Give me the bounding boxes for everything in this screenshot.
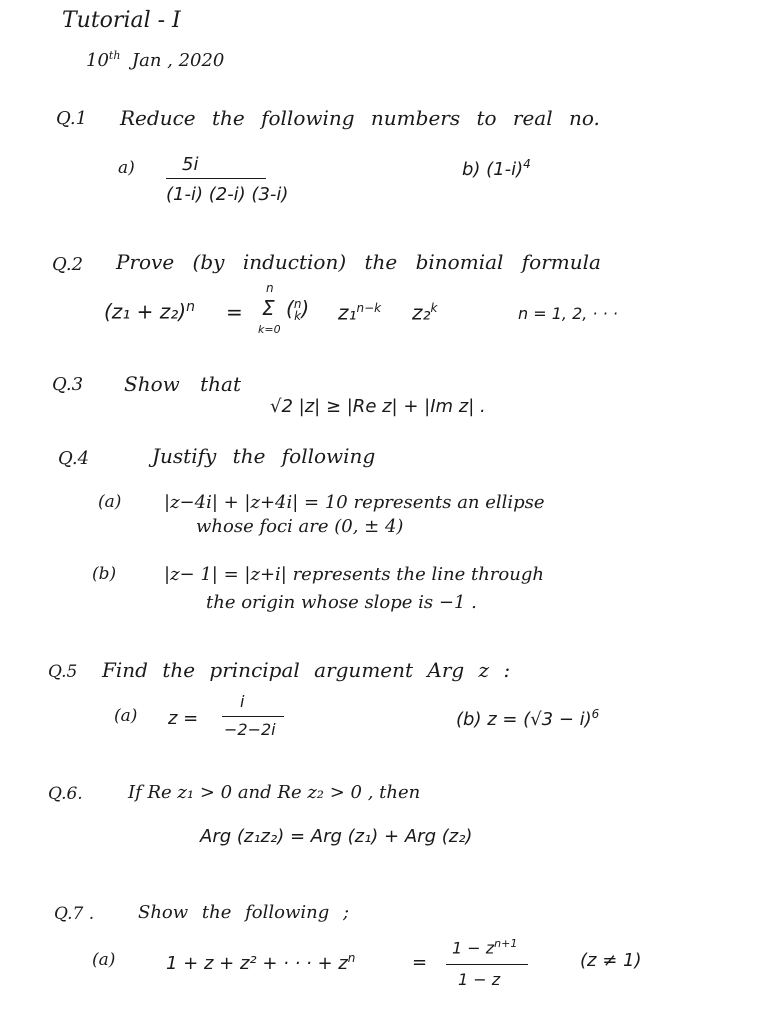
q3-text: Show that [124, 372, 241, 396]
q7-label: Q.7 . [54, 904, 95, 924]
q4-a-line1: |z−4i| + |z+4i| = 10 represents an ellipse [164, 492, 545, 513]
q7-a-lhs [166, 952, 355, 973]
q1-a-label: a) [118, 158, 135, 178]
q3-expression: √2 |z| ≥ |Re z| + |Im z| . [270, 396, 486, 417]
q7-a-numerator-base: 1 − z [452, 938, 495, 958]
q7-a-label: (a) [92, 950, 116, 970]
q6-expression: Arg (z₁z₂) = Arg (z₁) + Arg (z₂) [200, 826, 473, 847]
q3-label: Q.3 [52, 374, 84, 395]
q2-term1-exponent: n−k [356, 301, 382, 315]
q5-a-fraction-bar [222, 716, 284, 717]
q2-range: n = 1, 2, · · · [518, 304, 618, 323]
q7-text: Show the following ; [138, 902, 350, 923]
q2-lhs-base: (z₁ + z₂) [104, 299, 187, 324]
q2-binomial-bottom: k [294, 309, 302, 323]
q1-b-expression [462, 158, 531, 179]
q4-text: Justify the following [152, 444, 376, 468]
q1-a-denominator: (1-i) (2-i) (3-i) [166, 184, 289, 205]
q2-text: Prove (by induction) the binomial formula [116, 250, 601, 274]
q6-label: Q.6. [48, 784, 83, 804]
q2-term2-exponent: k [430, 301, 438, 315]
q5-a-numerator: i [240, 692, 245, 711]
q5-text: Find the principal argument Arg z : [102, 658, 511, 682]
q5-b-exponent: 6 [591, 707, 600, 721]
q7-a-condition: (z ≠ 1) [580, 950, 642, 971]
q2-binomial-stack [294, 298, 302, 322]
q4-b-line2: the origin whose slope is −1 . [206, 592, 477, 613]
q7-a-lhs-base: 1 + z + z² + · · · + z [166, 953, 348, 974]
date-day: 10 [86, 50, 109, 71]
q4-b-line1: |z− 1| = |z+i| represents the line through [164, 564, 544, 585]
q2-term2 [412, 302, 437, 323]
page-title: Tutorial - I [62, 8, 181, 33]
q2-label: Q.2 [52, 254, 84, 275]
q2-term1-base: z₁ [338, 300, 357, 325]
q2-equals: = [226, 300, 243, 324]
q2-binomial: ( n k ) [286, 296, 310, 323]
q2-lhs [104, 300, 195, 322]
q1-b-base: b) (1-i) [462, 159, 524, 180]
q4-a-line2: whose foci are (0, ± 4) [196, 516, 404, 537]
q7-a-lhs-exponent: n [347, 951, 356, 965]
q5-a-label: (a) [114, 706, 138, 726]
q7-a-denominator: 1 − z [458, 970, 501, 989]
q2-sum-upper: n [266, 281, 274, 295]
q1-a-numerator: 5i [182, 154, 199, 175]
q1-text: Reduce the following numbers to real no. [120, 106, 600, 130]
q5-label: Q.5 [48, 662, 78, 682]
q7-a-numerator-exponent: n+1 [494, 937, 518, 950]
q2-sum-lower: k=0 [258, 323, 281, 336]
q2-lhs-exponent: n [186, 299, 195, 315]
q2-sum-sign: Σ [262, 296, 275, 320]
q7-a-equals: = [412, 952, 428, 973]
q1-a-fraction-bar [166, 178, 266, 179]
date [86, 50, 224, 70]
q1-label: Q.1 [56, 108, 88, 129]
date-rest: Jan , 2020 [131, 50, 225, 71]
q1-b-exponent: 4 [523, 157, 531, 171]
q7-a-fraction-bar [446, 964, 528, 965]
q4-a-label: (a) [98, 492, 122, 512]
q5-a-denominator: −2−2i [224, 720, 276, 739]
q2-term1 [338, 302, 381, 323]
q4-b-label: (b) [92, 564, 117, 584]
q2-term2-base: z₂ [412, 300, 431, 325]
q4-label: Q.4 [58, 448, 90, 469]
q5-b-expression [456, 708, 599, 729]
q2-binomial-top: n [293, 297, 302, 311]
q7-a-numerator [452, 938, 517, 956]
q5-a-lhs: z = [168, 708, 199, 729]
q6-text: If Re z₁ > 0 and Re z₂ > 0 , then [128, 782, 421, 803]
q5-b-base: (b) z = (√3 − i) [456, 709, 592, 730]
date-suffix: th [108, 49, 121, 62]
